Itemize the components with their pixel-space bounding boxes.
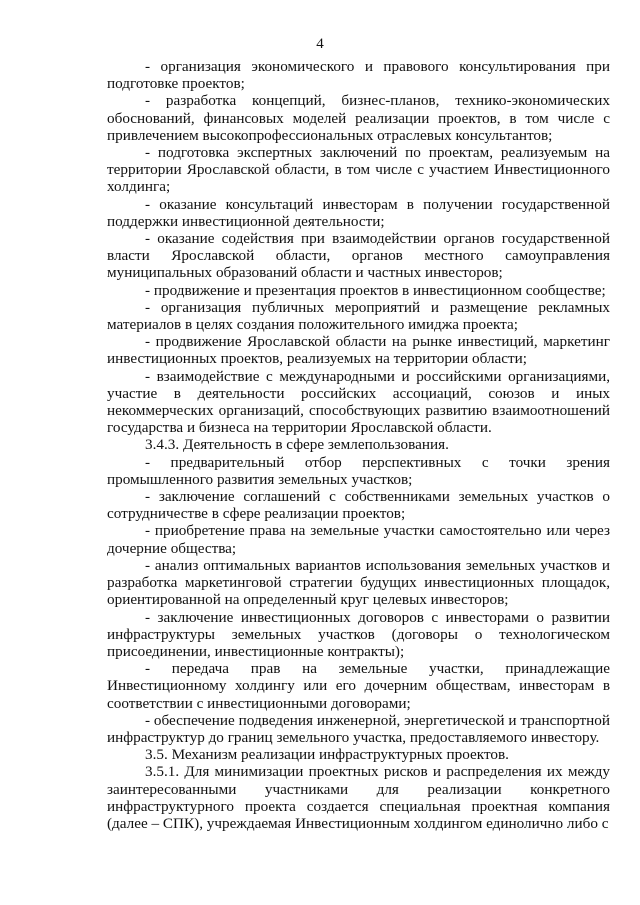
paragraph: - заключение инвестиционных договоров с инвесторами о развитии инфраструктуры земельных участков (договоры о технологическом присоединении, инвестиционные контракты); xyxy=(107,608,610,660)
paragraph: - подготовка экспертных заключений по проектам, реализуемым на территории Ярославской области, в том числе с участием Инвестиционного холдинга; xyxy=(107,144,610,196)
paragraph: - обеспечение подведения инженерной, энергетической и транспортной инфраструктур до границ земельного участка, предоставляемого инвестору. xyxy=(107,711,610,746)
paragraph: - продвижение Ярославской области на рынке инвестиций, маркетинг инвестиционных проектов, реализуемых на территории области; xyxy=(107,333,610,368)
paragraph: - разработка концепций, бизнес-планов, технико-экономических обоснований, финансовых моделей реализации проектов, в том числе с привлечением высокопрофессиональных отраслевых консультантов; xyxy=(107,92,610,144)
paragraph: - передача прав на земельные участки, принадлежащие Инвестиционному холдингу или его дочерним обществам, инвесторам в соответствии с инвестиционными договорами; xyxy=(107,660,610,712)
paragraph: 3.5.1. Для минимизации проектных рисков и распределения их между заинтересованными участниками для реализации конкретного инфраструктурного проекта создается специальная проектная компания (далее – СПК), учреждаемая Инвестиционным холдингом единолично либо с xyxy=(107,763,610,832)
section-heading: 3.5. Механизм реализации инфраструктурных проектов. xyxy=(145,746,509,764)
paragraph: - организация экономического и правового консультирования при подготовке проектов; xyxy=(107,58,610,93)
paragraph: - взаимодействие с международными и российскими организациями, участие в деятельности российских ассоциаций, союзов и иных некоммерческих организаций, способствующих развитию взаимоотношений государства и бизнеса на территории Ярославской области. xyxy=(107,367,610,437)
document-body xyxy=(107,58,610,832)
section-heading: 3.4.3. Деятельность в сфере землепользования. xyxy=(145,436,449,454)
paragraph: - предварительный отбор перспективных с точки зрения промышленного развития земельных участков; xyxy=(107,453,610,488)
paragraph: - приобретение права на земельные участки самостоятельно или через дочерние общества; xyxy=(107,522,610,557)
paragraph: - оказание содействия при взаимодействии органов государственной власти Ярославской области, органов местного самоуправления муниципальных образований области и частных инвесторов; xyxy=(107,230,610,282)
page-number: 4 xyxy=(316,36,324,52)
paragraph: - оказание консультаций инвесторам в получении государственной поддержки инвестиционной деятельности; xyxy=(107,195,610,230)
paragraph: - организация публичных мероприятий и размещение рекламных материалов в целях создания положительного имиджа проекта; xyxy=(107,298,610,334)
paragraph: - анализ оптимальных вариантов использования земельных участков и разработка маркетинговой стратегии будущих инвестиционных площадок, ориентированной на определенный круг целевых инвесторов; xyxy=(107,556,610,609)
paragraph: - заключение соглашений с собственниками земельных участков о сотрудничестве в сфере реализации проектов; xyxy=(107,488,610,523)
paragraph: - продвижение и презентация проектов в инвестиционном сообществе; xyxy=(145,281,606,299)
